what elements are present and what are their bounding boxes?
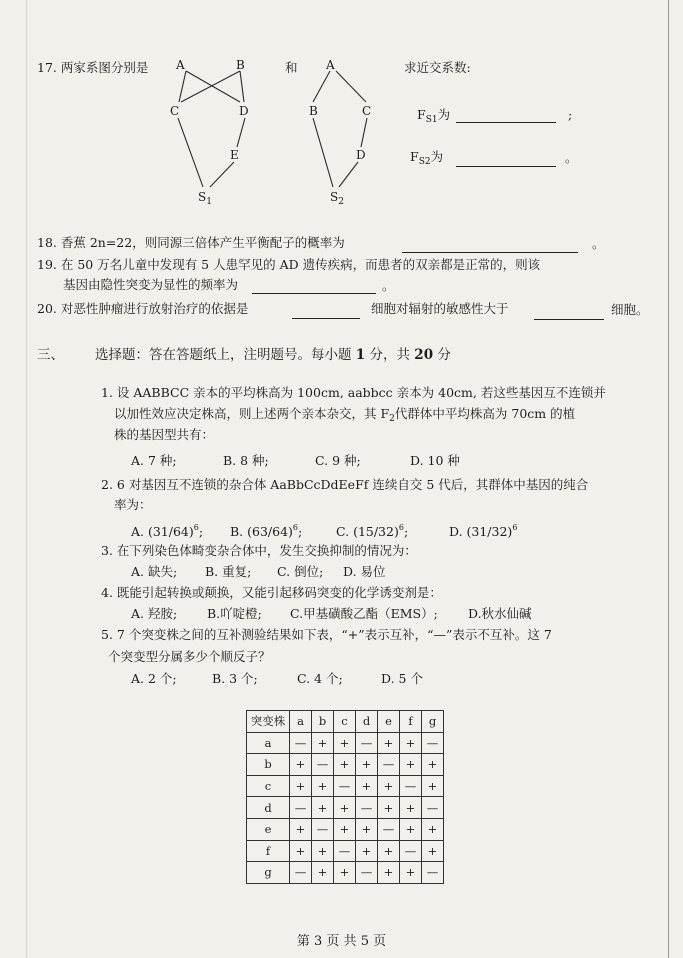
pedigree2-node-b: B — [309, 104, 318, 118]
table-col-header: b — [312, 711, 334, 733]
table-cell: + — [422, 775, 444, 797]
table-cell: — — [312, 818, 334, 840]
table-cell: — — [400, 840, 422, 862]
table-cell: + — [334, 862, 356, 884]
table-cell: — — [400, 775, 422, 797]
c1-option-d: D. 10 种 — [410, 453, 460, 468]
table-cell: + — [378, 732, 400, 754]
table-cell: + — [290, 818, 312, 840]
q17-middle: 和 — [285, 60, 298, 75]
pedigree-1-lines — [178, 71, 245, 187]
section3-title: 选择题：答在答题纸上，注明题号。每小题 1 分，共 20 分 — [95, 347, 451, 363]
table-cell: — — [422, 862, 444, 884]
q20-part1: 20. 对恶性肿瘤进行放射治疗的依据是 — [37, 301, 249, 316]
table-col-header: f — [400, 711, 422, 733]
table-cell: + — [378, 862, 400, 884]
c1-option-c: C. 9 种; — [315, 453, 361, 468]
table-cell: — — [356, 797, 378, 819]
q19-end: 。 — [382, 278, 395, 293]
table-cell: + — [334, 754, 356, 776]
table-row — [247, 754, 444, 776]
table-cell: + — [400, 797, 422, 819]
c5-option-d: D. 5 个 — [381, 671, 423, 686]
complementation-table — [246, 710, 444, 884]
c1-option-b: B. 8 种; — [223, 453, 269, 468]
table-cell: + — [356, 775, 378, 797]
table-col-header: c — [334, 711, 356, 733]
q20-part2: 细胞对辐射的敏感性大于 — [371, 301, 509, 316]
c2-option-c: C. $(15/32)^6$; — [336, 523, 409, 539]
table-corner-cell: 突变株 — [247, 711, 290, 733]
pedigree1-node-a: A — [176, 58, 185, 72]
table-row-label: a — [247, 732, 290, 754]
table-cell: — — [356, 732, 378, 754]
c4-option-a: A. 羟胺; — [131, 606, 178, 621]
c4-option-b: B.吖啶橙; — [207, 606, 262, 621]
q18-answer-blank[interactable] — [402, 251, 578, 253]
table-row-label: d — [247, 797, 290, 819]
table-cell: + — [400, 732, 422, 754]
c1-line2: 以加性效应决定株高，则上述两个亲本杂交，其 $F_2$代群体中平均株高为 70cm 的植 — [114, 406, 576, 424]
table-cell: + — [312, 732, 334, 754]
f-s1-answer-blank[interactable] — [456, 121, 556, 123]
c1-line1: 1. 设 AABBCC 亲本的平均株高为 100cm, aabbcc 亲本为 40cm, 若这些基因互不连锁并 — [101, 385, 606, 400]
c2-option-b: B. $(63/64)^6$; — [230, 523, 303, 539]
q17-prefix: 17. 两家系图分别是 — [37, 60, 149, 75]
c2-line1: 2. 6 对基因互不连锁的杂合体 AaBbCcDdEeFf 连续自交 5 代后，其群体中基因的纯合 — [101, 477, 589, 492]
pedigree1-node-e: E — [230, 148, 239, 162]
q20-answer-blank-2[interactable] — [534, 318, 604, 320]
table-cell: — — [290, 732, 312, 754]
table-cell: — — [356, 862, 378, 884]
c4-option-c: C.甲基磺酸乙酯（EMS）; — [290, 606, 438, 621]
q19-line2: 基因由隐性突变为显性的频率为 — [63, 277, 239, 292]
table-col-header: d — [356, 711, 378, 733]
c2-option-d: D. $(31/32)^6$ — [449, 523, 518, 539]
table-cell: + — [378, 797, 400, 819]
table-row-label: b — [247, 754, 290, 776]
table-cell: + — [290, 840, 312, 862]
table-cell: + — [378, 840, 400, 862]
table-cell: + — [312, 840, 334, 862]
table-cell: — — [422, 732, 444, 754]
table-cell: + — [400, 818, 422, 840]
table-row-label: f — [247, 840, 290, 862]
table-cell: + — [400, 862, 422, 884]
q19-answer-blank[interactable] — [252, 292, 376, 294]
table-cell: — — [334, 775, 356, 797]
c3-line1: 3. 在下列染色体畸变杂合体中，发生交换抑制的情况为： — [101, 543, 417, 558]
table-cell: + — [400, 754, 422, 776]
table-cell: — — [334, 840, 356, 862]
table-row — [247, 732, 444, 754]
table-row-label: g — [247, 862, 290, 884]
c4-option-d: D.秋水仙碱 — [468, 606, 532, 621]
table-cell: + — [290, 754, 312, 776]
table-cell: + — [356, 754, 378, 776]
c3-option-d: D. 易位 — [343, 564, 386, 579]
table-cell: + — [378, 775, 400, 797]
pedigree1-node-s1: $S_1$ — [198, 190, 212, 207]
pedigree-2-lines — [313, 71, 367, 187]
table-cell: + — [334, 732, 356, 754]
table-header-row — [247, 711, 444, 733]
table-row — [247, 818, 444, 840]
page-footer: 第 3 页 共 5 页 — [296, 934, 387, 949]
pedigree2-node-a: A — [326, 58, 335, 72]
c2-option-a: A. $(31/64)^6$; — [131, 523, 204, 539]
pedigree2-node-d: D — [356, 148, 366, 162]
table-row-label: c — [247, 775, 290, 797]
table-col-header: a — [290, 711, 312, 733]
table-row — [247, 840, 444, 862]
pedigree2-node-c: C — [362, 104, 372, 118]
c5-line1: 5. 7 个突变株之间的互补测验结果如下表，“+”表示互补，“—”表示不互补。这 7 — [101, 627, 552, 642]
f-s1-label: $F_{S1}$为 — [417, 107, 451, 125]
c4-line1: 4. 既能引起转换或颠换，又能引起移码突变的化学诱变剂是： — [101, 585, 442, 600]
table-cell: + — [356, 818, 378, 840]
table-row — [247, 862, 444, 884]
q20-answer-blank-1[interactable] — [292, 317, 360, 319]
c1-line3: 株的基因型共有： — [114, 427, 215, 442]
table-cell: — — [378, 818, 400, 840]
c3-option-a: A. 缺失; — [131, 564, 178, 579]
c5-line2: 个突变型分属多少个顺反子？ — [108, 649, 271, 664]
q19-line1: 19. 在 50 万名儿童中发现有 5 人患罕见的 AD 遗传疾病，而患者的双亲都是正常的，则该 — [37, 257, 541, 272]
table-row-label: e — [247, 818, 290, 840]
table-row — [247, 797, 444, 819]
table-cell: — — [422, 797, 444, 819]
pedigree1-node-c: C — [170, 104, 180, 118]
f-s1-end: ; — [568, 107, 573, 122]
f-s2-answer-blank[interactable] — [456, 165, 556, 167]
c5-option-b: B. 3 个; — [212, 671, 258, 686]
f-s2-end: 。 — [565, 150, 578, 165]
pedigree2-node-s2: $S_2$ — [330, 190, 344, 207]
table-cell: — — [290, 797, 312, 819]
table-cell: — — [378, 754, 400, 776]
table-col-header: e — [378, 711, 400, 733]
table-cell: — — [312, 754, 334, 776]
pedigree1-node-b: B — [236, 58, 245, 72]
c5-option-c: C. 4 个; — [297, 671, 343, 686]
table-cell: + — [334, 818, 356, 840]
table-col-header: g — [422, 711, 444, 733]
table-cell: + — [422, 754, 444, 776]
table-cell: + — [422, 840, 444, 862]
table-cell: + — [312, 862, 334, 884]
table-cell: — — [290, 862, 312, 884]
table-cell: + — [290, 775, 312, 797]
q18-text: 18. 香蕉 2n=22，则同源三倍体产生平衡配子的概率为 — [37, 235, 345, 250]
c2-line2: 率为： — [114, 497, 152, 512]
table-cell: + — [422, 818, 444, 840]
table-cell: + — [356, 840, 378, 862]
f-s2-label: $F_{S2}$为 — [410, 149, 444, 167]
table-row — [247, 775, 444, 797]
q17-suffix: 求近交系数: — [404, 60, 471, 75]
pedigree1-node-d: D — [239, 104, 249, 118]
c1-option-a: A. 7 种; — [131, 453, 177, 468]
c3-option-b: B. 重复; — [205, 564, 252, 579]
table-cell: + — [312, 775, 334, 797]
c5-option-a: A. 2 个; — [131, 671, 177, 686]
section3-number: 三、 — [37, 347, 64, 363]
c3-option-c: C. 倒位; — [277, 564, 324, 579]
table-cell: + — [312, 797, 334, 819]
table-cell: + — [334, 797, 356, 819]
q18-end: 。 — [592, 236, 605, 251]
q20-part3: 细胞。 — [611, 302, 649, 317]
